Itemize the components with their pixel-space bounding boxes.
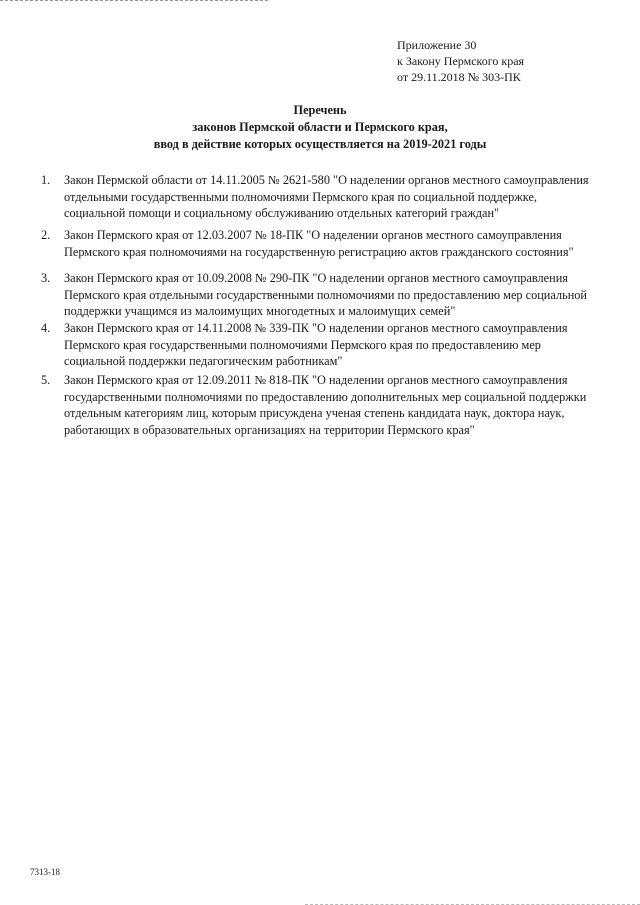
title-line-1: Перечень <box>293 103 347 117</box>
list-item-number: 5. <box>41 373 51 387</box>
list-item-text <box>64 320 620 370</box>
appendix-line-1: Приложение 30 <box>397 38 477 52</box>
list-item-line: Закон Пермского края от 12.03.2007 № 18-ПК "О наделении органов местного самоуправления <box>64 228 562 242</box>
list-item-line: отдельным категориям лиц, которым присуждена ученая степень кандидата наук, доктора наук, <box>64 406 565 420</box>
list-item-line: поддержки учащимся из малоимущих многодетных и малоимущих семей" <box>64 304 456 318</box>
appendix-header <box>397 37 627 85</box>
list-item-line: отдельными государственными полномочиями Пермского края по социальной поддержке, <box>64 189 537 204</box>
list-item-line: Закон Пермской области от 14.11.2005 № 2621-580 "О наделении органов местного самоуправления <box>64 173 589 187</box>
list-item-text <box>64 270 620 320</box>
appendix-line-2: к Закону Пермского края <box>397 54 525 68</box>
list-item-text <box>64 172 620 222</box>
list-item-number: 4. <box>41 321 51 335</box>
list-item-line: Закон Пермского края от 14.11.2008 № 339-ПК "О наделении органов местного самоуправления <box>64 321 568 335</box>
list-item-line: Пермского края отдельными государственными полномочиями по предоставлению мер социальной <box>64 287 588 302</box>
document-title <box>0 102 640 153</box>
list-item-number: 3. <box>41 271 51 285</box>
list-item-line: государственными полномочиями по предоставлению дополнительных мер социальной поддержки <box>64 389 587 404</box>
title-line-2: законов Пермской области и Пермского края, <box>192 120 448 134</box>
list-item-line: социальной помощи и социальному обслуживанию отдельных категорий граждан" <box>64 206 500 220</box>
title-line-3: ввод в действие которых осуществляется на 2019-2021 годы <box>153 137 487 151</box>
list-item-line: Закон Пермского края от 12.09.2011 № 818-ПК "О наделении органов местного самоуправления <box>64 373 568 387</box>
list-item-line: социальной поддержки педагогическим работникам" <box>64 354 343 368</box>
scan-edge-mark-top <box>0 0 268 1</box>
list-item-text <box>64 372 620 438</box>
document-code: 7313-18 <box>30 867 60 877</box>
list-item-text <box>64 227 620 260</box>
list-item-line: Пермского края государственными полномочиями Пермского края по предоставлению мер <box>64 337 541 352</box>
list-item-line: работающих в образовательных организациях на территории Пермского края" <box>64 422 475 437</box>
appendix-line-3: от 29.11.2018 № 303-ПК <box>397 70 521 84</box>
list-item-line: Закон Пермского края от 10.09.2008 № 290-ПК "О наделении органов местного самоуправления <box>64 271 568 285</box>
list-item-line: Пермского края полномочиями на государственную регистрацию актов гражданского состояния" <box>64 244 574 259</box>
list-item-number: 1. <box>41 173 51 187</box>
list-item-number: 2. <box>41 228 51 242</box>
